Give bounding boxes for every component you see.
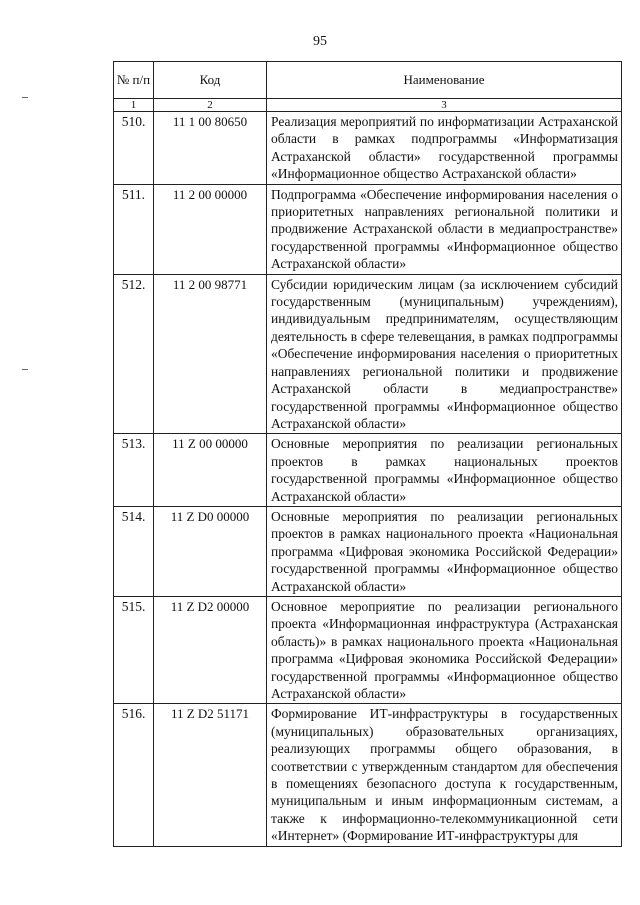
row-name: Основные мероприятия по реализации региональных проектов в рамках национального проекта «Национальная программа «Цифровая экономика Российской Федерации» государственной программы «Информационное общество Астраханской области» (267, 506, 622, 596)
row-code: 11 Z D2 00000 (154, 596, 267, 703)
table-row (114, 112, 622, 185)
row-name: Субсидии юридическим лицам (за исключением субсидий государственным (муниципальным) учреждениям), индивидуальным предпринимателям, осуществляющим деятельность в сфере телевещания, в рамках подпрограммы «Обеспечение информирования населения о приоритетных направлениях региональной политики и продвижение Астраханской области в медиапространстве» государственной программы «Информационное общество Астраханской области» (267, 274, 622, 434)
row-code: 11 2 00 98771 (154, 274, 267, 434)
column-number: 3 (267, 99, 622, 112)
row-name: Подпрограмма «Обеспечение информирования населения о приоритетных направлениях региональной политики и продвижение Астраханской области в медиапространстве» государственной программы «Информационное общество Астраханской области» (267, 184, 622, 274)
column-number: 1 (114, 99, 154, 112)
column-number-row (114, 99, 622, 112)
row-code: 11 Z 00 00000 (154, 434, 267, 507)
table-row (114, 434, 622, 507)
budget-classification-table (113, 61, 622, 847)
row-number: 512. (114, 274, 154, 434)
page-number: 95 (313, 34, 327, 49)
row-number: 514. (114, 506, 154, 596)
row-number: 511. (114, 184, 154, 274)
table-row (114, 274, 622, 434)
table-row (114, 596, 622, 703)
header-num: № п/п (114, 62, 154, 99)
table-row (114, 184, 622, 274)
margin-mark (22, 97, 28, 98)
row-name: Реализация мероприятий по информатизации Астраханской области в рамках подпрограммы «Информатизация Астраханской области» государственной программы «Информационное общество Астраханской области» (267, 112, 622, 185)
row-code: 11 2 00 00000 (154, 184, 267, 274)
margin-mark (22, 369, 28, 370)
row-code: 11 1 00 80650 (154, 112, 267, 185)
row-code: 11 Z D0 00000 (154, 506, 267, 596)
table-row (114, 704, 622, 846)
table-header-row (114, 62, 622, 99)
column-number: 2 (154, 99, 267, 112)
row-name: Основное мероприятие по реализации регионального проекта «Информационная инфраструктура (Астраханская область)» в рамках национального проекта «Национальная программа «Цифровая экономика Российской Федерации» государственной программы «Информационное общество Астраханской области» (267, 596, 622, 703)
row-number: 516. (114, 704, 154, 846)
row-name: Формирование ИТ-инфраструктуры в государственных (муниципальных) образовательных организациях, реализующих программы общего образования, в соответствии с утвержденным стандартом для обеспечения в помещениях безопасного доступа к государственным, муниципальным и иным информационным системам, а также к информационно-телекоммуникационной сети «Интернет» (Формирование ИТ-инфраструктуры для (267, 704, 622, 846)
row-code: 11 Z D2 51171 (154, 704, 267, 846)
row-name: Основные мероприятия по реализации региональных проектов в рамках национальных проектов государственной программы «Информационное общество Астраханской области» (267, 434, 622, 507)
row-number: 515. (114, 596, 154, 703)
row-number: 510. (114, 112, 154, 185)
header-name: Наименование (267, 62, 622, 99)
row-number: 513. (114, 434, 154, 507)
table-row (114, 506, 622, 596)
header-code: Код (154, 62, 267, 99)
